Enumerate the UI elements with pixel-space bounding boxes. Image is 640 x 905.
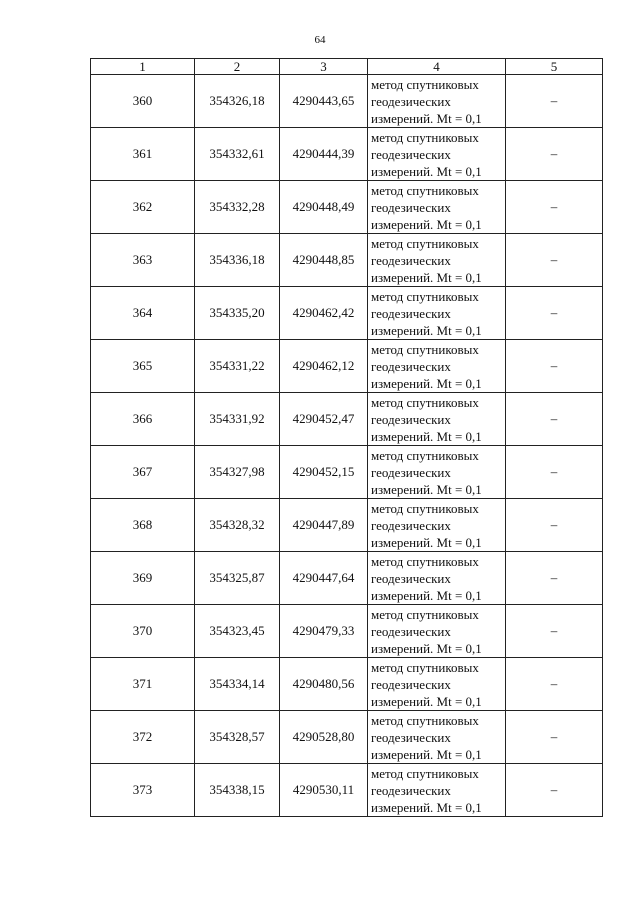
- note-cell: –: [506, 764, 603, 817]
- y-coordinate-cell: 4290448,85: [280, 234, 368, 287]
- x-coordinate-cell: 354335,20: [195, 287, 280, 340]
- x-coordinate-cell: 354327,98: [195, 446, 280, 499]
- point-number-cell: 370: [91, 605, 195, 658]
- note-cell: –: [506, 605, 603, 658]
- y-coordinate-cell: 4290530,11: [280, 764, 368, 817]
- x-coordinate-cell: 354331,22: [195, 340, 280, 393]
- table-row: [91, 340, 603, 393]
- point-number-cell: 363: [91, 234, 195, 287]
- note-cell: –: [506, 128, 603, 181]
- header-col-1: 1: [91, 59, 195, 75]
- note-cell: –: [506, 234, 603, 287]
- table-row: [91, 287, 603, 340]
- point-number-cell: 368: [91, 499, 195, 552]
- point-number-cell: 365: [91, 340, 195, 393]
- header-col-3: 3: [280, 59, 368, 75]
- x-coordinate-cell: 354331,92: [195, 393, 280, 446]
- y-coordinate-cell: 4290448,49: [280, 181, 368, 234]
- table-row: [91, 764, 603, 817]
- table-row: [91, 552, 603, 605]
- point-number-cell: 366: [91, 393, 195, 446]
- method-cell: метод спутниковых геодезических измерений. Mt = 0,1: [368, 658, 506, 711]
- point-number-cell: 360: [91, 75, 195, 128]
- x-coordinate-cell: 354332,28: [195, 181, 280, 234]
- table-row: [91, 605, 603, 658]
- x-coordinate-cell: 354338,15: [195, 764, 280, 817]
- method-cell: метод спутниковых геодезических измерений. Mt = 0,1: [368, 234, 506, 287]
- method-cell: метод спутниковых геодезических измерений. Mt = 0,1: [368, 552, 506, 605]
- coordinates-table: [90, 58, 603, 817]
- y-coordinate-cell: 4290447,89: [280, 499, 368, 552]
- header-col-5: 5: [506, 59, 603, 75]
- y-coordinate-cell: 4290443,65: [280, 75, 368, 128]
- header-col-2: 2: [195, 59, 280, 75]
- note-cell: –: [506, 711, 603, 764]
- y-coordinate-cell: 4290452,15: [280, 446, 368, 499]
- x-coordinate-cell: 354328,32: [195, 499, 280, 552]
- method-cell: метод спутниковых геодезических измерений. Mt = 0,1: [368, 287, 506, 340]
- point-number-cell: 367: [91, 446, 195, 499]
- method-cell: метод спутниковых геодезических измерений. Mt = 0,1: [368, 128, 506, 181]
- method-cell: метод спутниковых геодезических измерений. Mt = 0,1: [368, 393, 506, 446]
- point-number-cell: 373: [91, 764, 195, 817]
- table-body: [91, 75, 603, 817]
- method-cell: метод спутниковых геодезических измерений. Mt = 0,1: [368, 764, 506, 817]
- method-cell: метод спутниковых геодезических измерений. Mt = 0,1: [368, 711, 506, 764]
- point-number-cell: 372: [91, 711, 195, 764]
- x-coordinate-cell: 354323,45: [195, 605, 280, 658]
- method-cell: метод спутниковых геодезических измерений. Mt = 0,1: [368, 446, 506, 499]
- point-number-cell: 364: [91, 287, 195, 340]
- method-cell: метод спутниковых геодезических измерений. Mt = 0,1: [368, 499, 506, 552]
- method-cell: метод спутниковых геодезических измерений. Mt = 0,1: [368, 340, 506, 393]
- x-coordinate-cell: 354326,18: [195, 75, 280, 128]
- header-col-4: 4: [368, 59, 506, 75]
- point-number-cell: 371: [91, 658, 195, 711]
- table-row: [91, 128, 603, 181]
- table-row: [91, 711, 603, 764]
- note-cell: –: [506, 287, 603, 340]
- x-coordinate-cell: 354332,61: [195, 128, 280, 181]
- table-row: [91, 75, 603, 128]
- note-cell: –: [506, 181, 603, 234]
- table-row: [91, 393, 603, 446]
- x-coordinate-cell: 354334,14: [195, 658, 280, 711]
- note-cell: –: [506, 552, 603, 605]
- table-row: [91, 658, 603, 711]
- y-coordinate-cell: 4290452,47: [280, 393, 368, 446]
- note-cell: –: [506, 340, 603, 393]
- method-cell: метод спутниковых геодезических измерений. Mt = 0,1: [368, 181, 506, 234]
- y-coordinate-cell: 4290447,64: [280, 552, 368, 605]
- y-coordinate-cell: 4290480,56: [280, 658, 368, 711]
- method-cell: метод спутниковых геодезических измерений. Mt = 0,1: [368, 75, 506, 128]
- y-coordinate-cell: 4290444,39: [280, 128, 368, 181]
- table-row: [91, 181, 603, 234]
- table-row: [91, 446, 603, 499]
- y-coordinate-cell: 4290528,80: [280, 711, 368, 764]
- y-coordinate-cell: 4290462,42: [280, 287, 368, 340]
- point-number-cell: 361: [91, 128, 195, 181]
- x-coordinate-cell: 354336,18: [195, 234, 280, 287]
- note-cell: –: [506, 446, 603, 499]
- note-cell: –: [506, 499, 603, 552]
- note-cell: –: [506, 75, 603, 128]
- table-row: [91, 234, 603, 287]
- x-coordinate-cell: 354325,87: [195, 552, 280, 605]
- table-row: [91, 499, 603, 552]
- note-cell: –: [506, 393, 603, 446]
- point-number-cell: 369: [91, 552, 195, 605]
- header-row: [91, 59, 603, 75]
- x-coordinate-cell: 354328,57: [195, 711, 280, 764]
- point-number-cell: 362: [91, 181, 195, 234]
- note-cell: –: [506, 658, 603, 711]
- method-cell: метод спутниковых геодезических измерений. Mt = 0,1: [368, 605, 506, 658]
- y-coordinate-cell: 4290479,33: [280, 605, 368, 658]
- page-number: 64: [314, 34, 326, 46]
- y-coordinate-cell: 4290462,12: [280, 340, 368, 393]
